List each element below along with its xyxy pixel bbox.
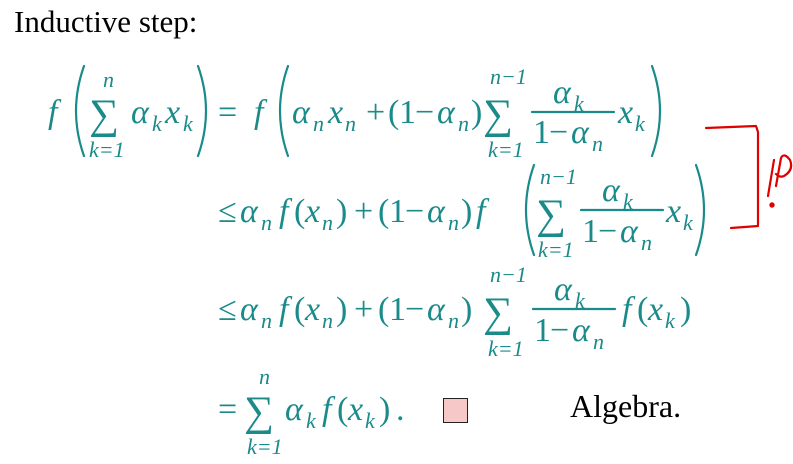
sub-n: n — [458, 111, 469, 136]
big-paren-right-3 — [696, 165, 704, 255]
var-alpha: α — [240, 291, 258, 328]
sub-k: k — [152, 111, 162, 136]
equation-line-2 — [218, 164, 694, 262]
sub-n: n — [345, 111, 356, 136]
frac-num-sub-k: k — [623, 189, 633, 214]
leq-sign: ≤ — [218, 291, 237, 328]
annotation-dot — [770, 203, 773, 206]
frac-num-sub-k: k — [575, 288, 585, 313]
paren-close: ) — [379, 391, 391, 428]
sum-upper-limit: n−1 — [490, 262, 527, 287]
frac-den-minus: − — [598, 213, 618, 250]
paren-open: ( — [294, 193, 306, 230]
var-x: x — [666, 193, 682, 230]
paren-close: ) — [336, 193, 348, 230]
sum-symbol: ∑ — [536, 192, 566, 238]
sum-symbol: ∑ — [89, 92, 119, 138]
frac-den-minus: − — [550, 312, 570, 349]
annotation-bracket — [706, 126, 758, 228]
sub-k: k — [365, 408, 375, 433]
plus-sign: + — [354, 291, 374, 328]
fn-f: f — [322, 391, 332, 428]
red-handwritten-bracket-ip-icon — [706, 126, 791, 228]
algebra-label: Algebra. — [570, 388, 682, 424]
frac-den-sub-n: n — [592, 131, 603, 156]
fn-f: f — [254, 94, 264, 131]
sub-n: n — [448, 210, 459, 235]
sub-k: k — [665, 308, 675, 333]
minus-sign: − — [415, 94, 435, 131]
sub-k: k — [183, 111, 193, 136]
big-paren-left-1 — [76, 66, 84, 156]
sum-symbol: ∑ — [483, 92, 513, 138]
minus-sign: − — [405, 291, 425, 328]
fn-f: f — [279, 291, 289, 328]
var-x: x — [328, 94, 344, 131]
paren-open: ( — [388, 94, 400, 131]
qed-box — [443, 398, 468, 423]
equals-sign: = — [218, 94, 238, 131]
period: . — [396, 391, 405, 428]
sum-lower-limit: k=1 — [488, 137, 524, 162]
paren-open: ( — [378, 193, 390, 230]
var-alpha: α — [240, 193, 258, 230]
digit-one: 1 — [389, 193, 406, 230]
frac-den-one: 1 — [533, 114, 550, 151]
var-x: x — [305, 193, 321, 230]
paren-open: ( — [378, 291, 390, 328]
sub-n: n — [322, 308, 333, 333]
var-x: x — [305, 291, 321, 328]
var-x: x — [165, 94, 181, 131]
sub-k: k — [683, 210, 693, 235]
fn-f: f — [279, 193, 289, 230]
frac-num-alpha: α — [553, 74, 571, 111]
sub-k: k — [635, 111, 645, 136]
equation-line-3 — [218, 262, 691, 361]
big-paren-left-2 — [280, 66, 288, 156]
var-x: x — [648, 291, 664, 328]
slide-heading: Inductive step: — [14, 4, 198, 39]
sub-n: n — [448, 308, 459, 333]
paren-open: ( — [637, 291, 649, 328]
leq-sign: ≤ — [218, 193, 237, 230]
fn-f: f — [622, 291, 632, 328]
sum-upper-limit: n−1 — [490, 64, 527, 89]
frac-den-sub-n: n — [641, 230, 652, 255]
sum-lower-limit: k=1 — [538, 237, 574, 262]
minus-sign: − — [405, 193, 425, 230]
frac-num-alpha: α — [554, 271, 572, 308]
var-alpha: α — [427, 193, 445, 230]
sum-upper-limit: n−1 — [540, 164, 577, 189]
plus-sign: + — [366, 94, 386, 131]
paren-close: ) — [461, 291, 473, 328]
paren-close: ) — [471, 94, 483, 131]
var-alpha: α — [427, 291, 445, 328]
frac-den-alpha: α — [572, 312, 590, 349]
sub-n: n — [261, 308, 272, 333]
paren-close: ) — [336, 291, 348, 328]
big-paren-right-1 — [198, 66, 206, 156]
frac-den-alpha: α — [571, 114, 589, 151]
frac-den-alpha: α — [620, 213, 638, 250]
annotation-i-stroke — [768, 160, 774, 196]
sum-lower-limit: k=1 — [89, 137, 125, 162]
annotation-p-stroke — [776, 155, 791, 186]
sum-symbol: ∑ — [244, 389, 274, 435]
big-paren-right-2 — [652, 66, 660, 156]
sub-n: n — [313, 111, 324, 136]
frac-den-sub-n: n — [593, 329, 604, 354]
sum-upper-limit: n — [103, 67, 114, 92]
sum-lower-limit: k=1 — [488, 336, 524, 361]
var-alpha: α — [437, 94, 455, 131]
sub-n: n — [322, 210, 333, 235]
frac-num-alpha: α — [602, 172, 620, 209]
fn-f: f — [48, 94, 58, 131]
digit-one: 1 — [389, 291, 406, 328]
paren-close: ) — [461, 193, 473, 230]
sum-lower-limit: k=1 — [247, 434, 283, 459]
digit-one: 1 — [399, 94, 416, 131]
frac-den-one: 1 — [534, 312, 551, 349]
equals-sign: = — [218, 391, 238, 428]
var-x: x — [618, 94, 634, 131]
fn-f: f — [476, 193, 486, 230]
paren-open: ( — [294, 291, 306, 328]
paren-open: ( — [337, 391, 349, 428]
var-alpha: α — [131, 94, 149, 131]
paren-close: ) — [680, 291, 692, 328]
sub-k: k — [306, 408, 316, 433]
plus-sign: + — [354, 193, 374, 230]
frac-num-sub-k: k — [574, 91, 584, 116]
var-alpha: α — [285, 391, 303, 428]
frac-den-minus: − — [549, 114, 569, 151]
equation-line-4 — [218, 364, 405, 459]
var-x: x — [348, 391, 364, 428]
sum-upper-limit: n — [259, 364, 270, 389]
frac-den-one: 1 — [582, 213, 599, 250]
sum-symbol: ∑ — [483, 290, 513, 336]
big-paren-left-3 — [526, 165, 534, 255]
var-alpha: α — [292, 94, 310, 131]
sub-n: n — [261, 210, 272, 235]
